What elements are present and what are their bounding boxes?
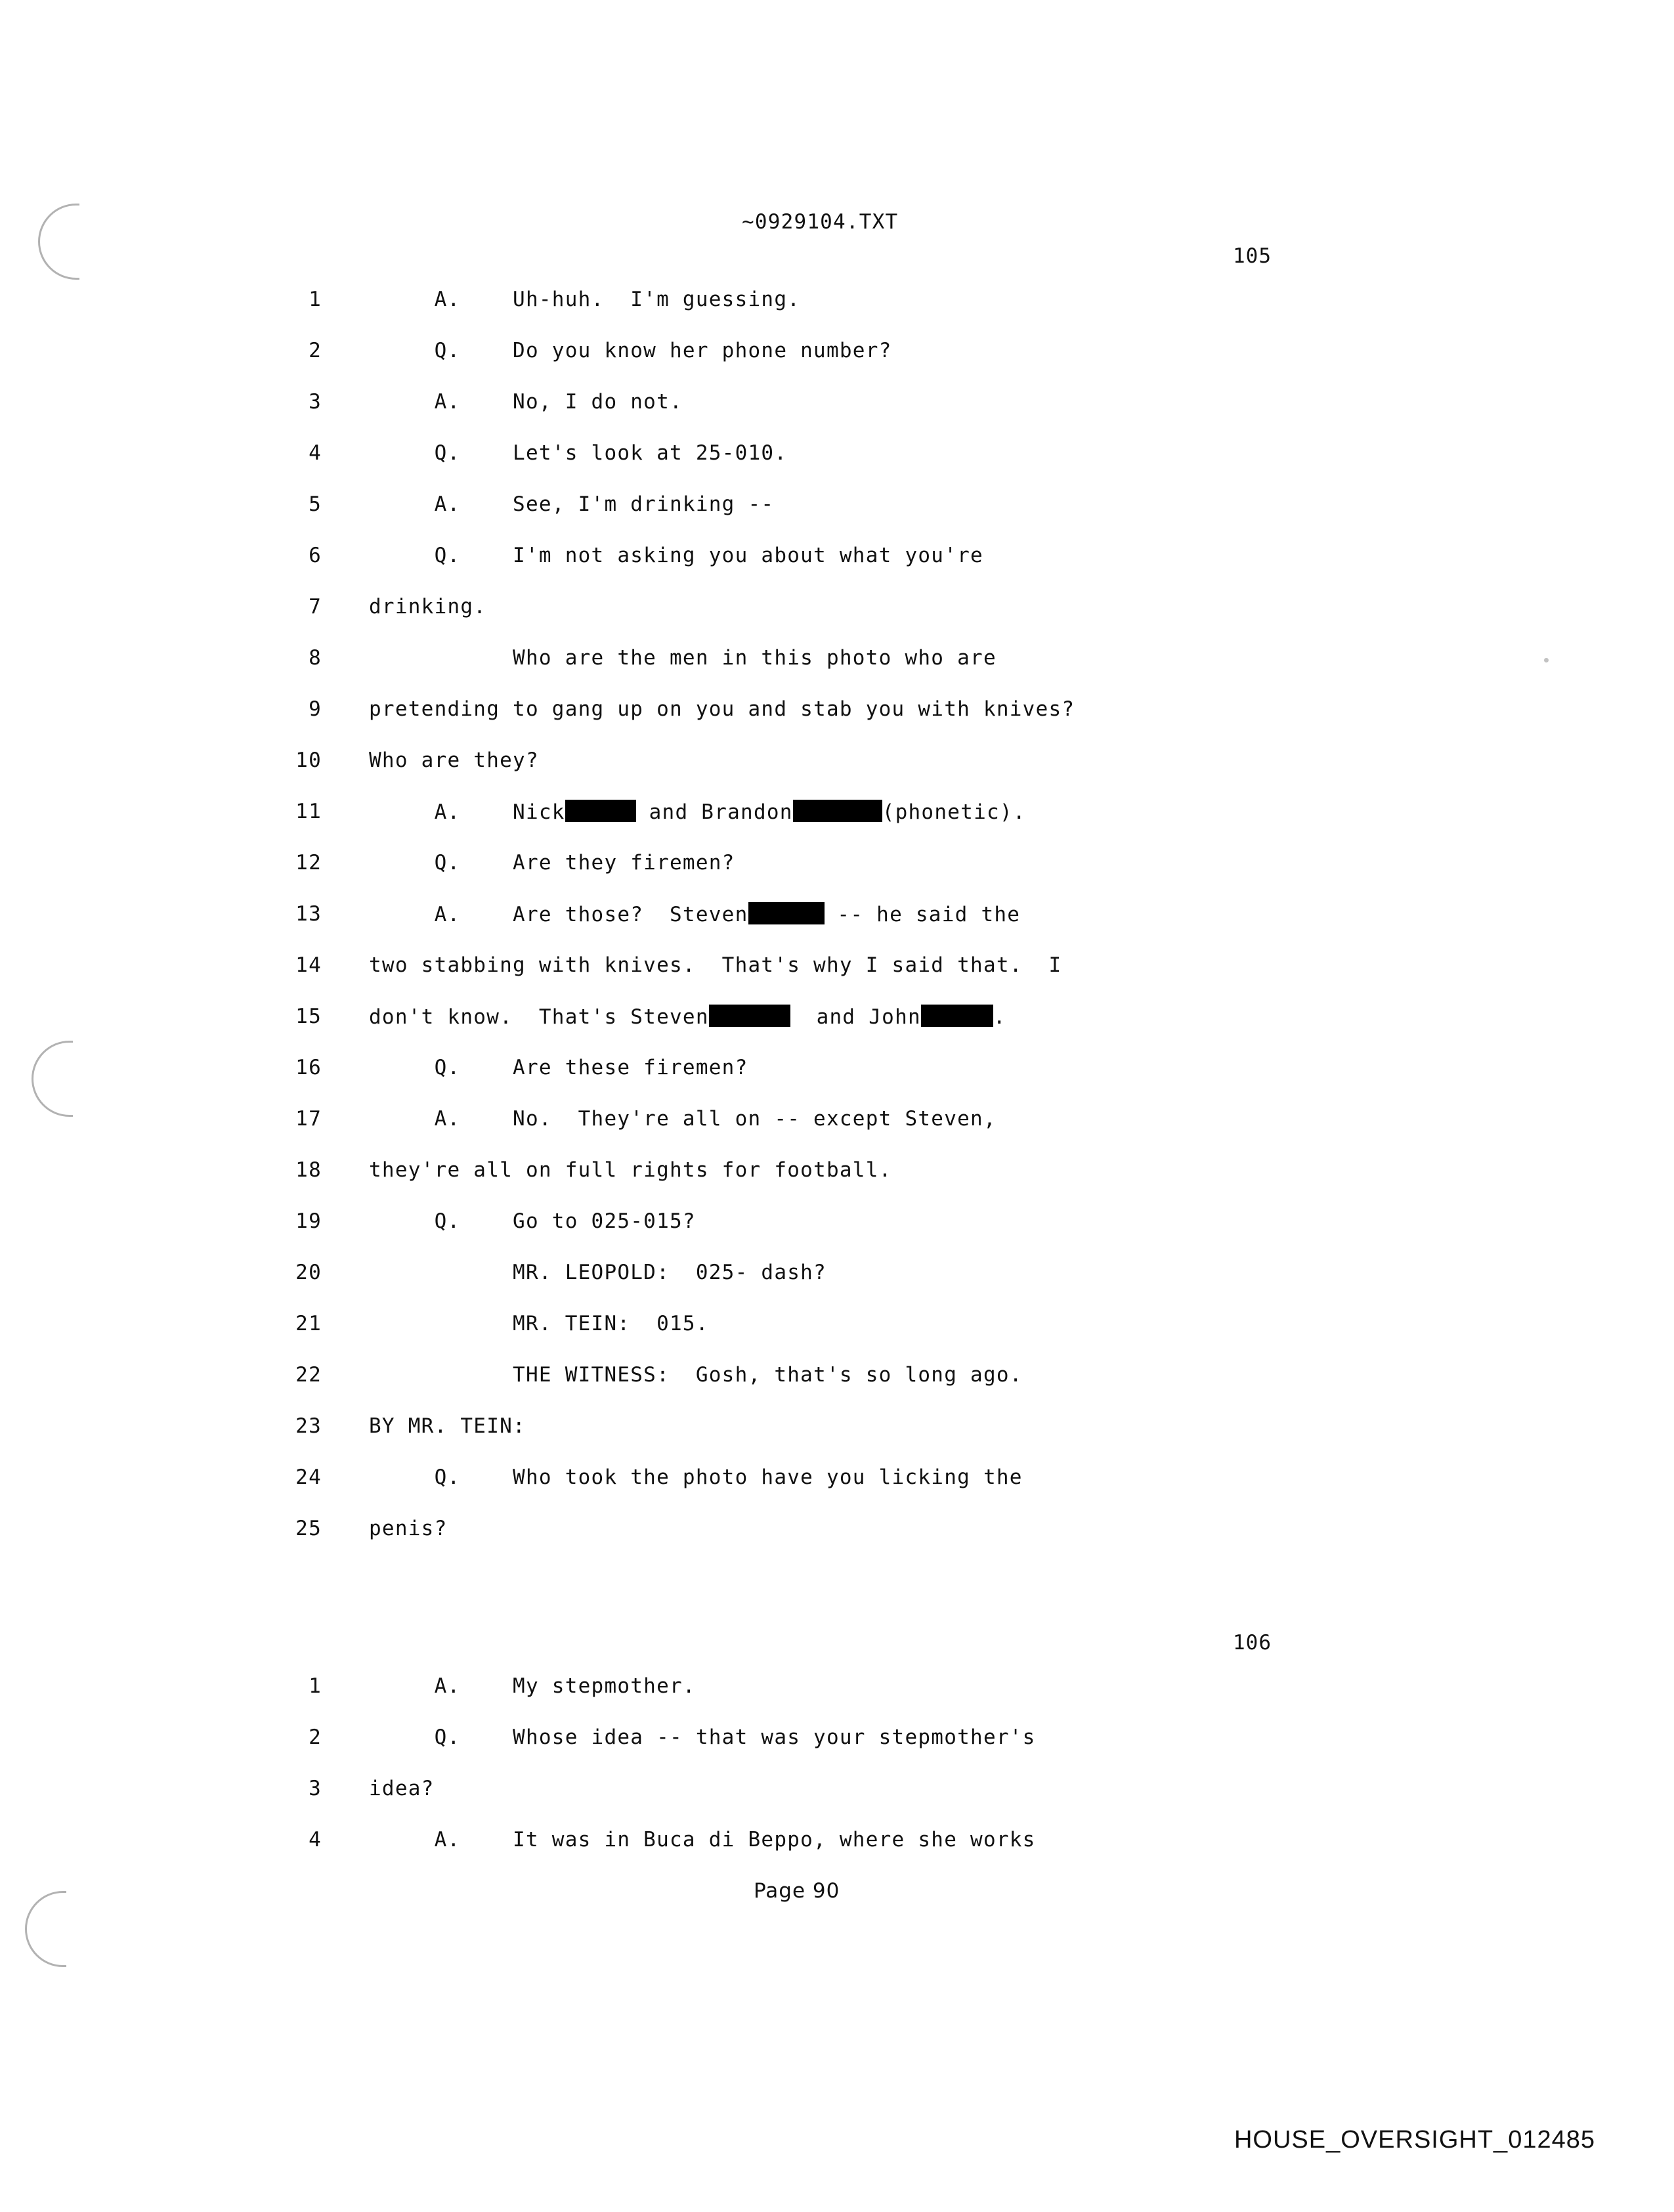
text-segment: Q. I'm not asking you about what you're	[369, 544, 983, 567]
transcript-line	[0, 1312, 1674, 1363]
transcript-line	[0, 1674, 1674, 1725]
redaction-box	[748, 902, 825, 924]
line-text	[369, 288, 800, 311]
line-number: 22	[295, 1363, 322, 1387]
text-segment: BY MR. TEIN:	[369, 1414, 526, 1438]
line-number: 1	[309, 288, 322, 311]
line-number: 14	[295, 953, 322, 977]
text-segment: -- he said the	[824, 903, 1021, 926]
line-number: 16	[295, 1056, 322, 1079]
line-text	[369, 851, 735, 875]
line-text	[369, 544, 983, 567]
line-number: 13	[295, 902, 322, 926]
line-text	[369, 1209, 696, 1233]
text-segment: penis?	[369, 1517, 448, 1540]
line-text	[369, 1725, 1036, 1749]
text-segment: and Brandon	[635, 800, 793, 824]
transcript-line	[0, 1261, 1674, 1312]
text-segment: THE WITNESS: Gosh, that's so long ago.	[369, 1363, 1023, 1387]
text-segment: Q. Do you know her phone number?	[369, 339, 892, 362]
line-text	[369, 1363, 1023, 1387]
redaction-box	[793, 800, 882, 822]
line-text	[369, 1056, 748, 1079]
line-number: 4	[309, 1828, 322, 1852]
line-text	[369, 697, 1075, 721]
line-number: 17	[295, 1107, 322, 1131]
text-segment: Q. Go to 025-015?	[369, 1209, 696, 1233]
transcript-line	[0, 1414, 1674, 1465]
transcript-line	[0, 1107, 1674, 1158]
line-number: 25	[295, 1517, 322, 1540]
transcript-line	[0, 544, 1674, 595]
transcript-line	[0, 697, 1674, 748]
text-segment: Q. Are these firemen?	[369, 1056, 748, 1079]
transcript-line	[0, 902, 1674, 953]
line-text	[369, 748, 539, 772]
line-text	[369, 1777, 435, 1800]
text-segment: they're all on full rights for football.	[369, 1158, 892, 1182]
line-number: 12	[295, 851, 322, 875]
page-footer: Page 90	[754, 1879, 840, 1903]
line-number: 21	[295, 1312, 322, 1335]
transcript-line	[0, 1777, 1674, 1828]
transcript-line	[0, 748, 1674, 800]
line-text	[369, 1674, 696, 1698]
line-number: 23	[295, 1414, 322, 1438]
line-text	[369, 339, 892, 362]
transcript-line	[0, 1465, 1674, 1517]
text-segment: Q. Let's look at 25-010.	[369, 441, 788, 465]
text-segment: idea?	[369, 1777, 435, 1800]
redaction-box	[921, 1005, 993, 1027]
transcript-line	[0, 1158, 1674, 1209]
line-text	[369, 800, 1026, 824]
line-text	[369, 1465, 1023, 1489]
line-text	[369, 1261, 826, 1284]
transcript-body-page-105	[0, 288, 1674, 1568]
text-segment: A. My stepmother.	[369, 1674, 696, 1698]
line-number: 3	[309, 390, 322, 414]
text-segment: MR. LEOPOLD: 025- dash?	[369, 1261, 826, 1284]
transcript-line	[0, 595, 1674, 646]
line-text	[369, 1517, 447, 1540]
text-segment: drinking.	[369, 595, 487, 618]
line-text	[369, 595, 486, 618]
text-segment: Who are they?	[369, 748, 539, 772]
transcript-line	[0, 646, 1674, 697]
line-number: 9	[309, 697, 322, 721]
line-text	[369, 646, 997, 670]
text-segment: A. No. They're all on -- except Steven,	[369, 1107, 997, 1131]
bates-stamp: HOUSE_OVERSIGHT_012485	[1234, 2126, 1595, 2154]
line-number: 24	[295, 1465, 322, 1489]
line-text	[369, 1312, 709, 1335]
line-text	[369, 1107, 997, 1131]
line-number: 4	[309, 441, 322, 465]
text-segment: two stabbing with knives. That's why I said that. I	[369, 953, 1062, 977]
line-number: 7	[309, 595, 322, 618]
line-text	[369, 1005, 1006, 1029]
line-number: 2	[309, 339, 322, 362]
line-number: 2	[309, 1725, 322, 1749]
text-segment: and John	[790, 1005, 921, 1029]
line-number: 20	[295, 1261, 322, 1284]
transcript-line	[0, 800, 1674, 851]
line-number: 10	[295, 748, 322, 772]
transcript-line	[0, 492, 1674, 544]
page-number-106: 106	[1233, 1631, 1272, 1655]
transcript-line	[0, 1828, 1674, 1879]
line-number: 6	[309, 544, 322, 567]
binding-arc-icon	[38, 204, 79, 280]
redaction-box	[565, 800, 636, 822]
line-number: 5	[309, 492, 322, 516]
transcript-line	[0, 1209, 1674, 1261]
text-segment: .	[993, 1005, 1006, 1029]
transcript-line	[0, 441, 1674, 492]
text-segment: A. It was in Buca di Beppo, where she works	[369, 1828, 1036, 1852]
transcript-line	[0, 1725, 1674, 1777]
transcript-line	[0, 288, 1674, 339]
line-number: 1	[309, 1674, 322, 1698]
transcript-filename-header: ~0929104.TXT	[742, 210, 899, 234]
transcript-line	[0, 1363, 1674, 1414]
transcript-line	[0, 390, 1674, 441]
line-text	[369, 953, 1062, 977]
text-segment: MR. TEIN: 015.	[369, 1312, 709, 1335]
text-segment: don't know. That's Steven	[369, 1005, 709, 1029]
transcript-line	[0, 1005, 1674, 1056]
page-number-105: 105	[1233, 244, 1272, 268]
redaction-box	[709, 1005, 790, 1027]
transcript-line	[0, 339, 1674, 390]
line-number: 19	[295, 1209, 322, 1233]
transcript-line	[0, 851, 1674, 902]
line-text	[369, 1414, 526, 1438]
transcript-line	[0, 953, 1674, 1005]
transcript-line	[0, 1517, 1674, 1568]
text-segment: (phonetic).	[882, 800, 1026, 824]
line-text	[369, 390, 683, 414]
text-segment: A. Uh-huh. I'm guessing.	[369, 288, 801, 311]
transcript-line	[0, 1056, 1674, 1107]
line-number: 11	[295, 800, 322, 823]
text-segment: A. Nick	[369, 800, 565, 824]
line-number: 3	[309, 1777, 322, 1800]
text-segment: A. Are those? Steven	[369, 903, 748, 926]
line-text	[369, 1828, 1036, 1852]
text-segment: pretending to gang up on you and stab you with knives?	[369, 697, 1075, 721]
line-number: 8	[309, 646, 322, 670]
line-text	[369, 441, 787, 465]
line-text	[369, 902, 1020, 926]
line-text	[369, 492, 774, 516]
line-number: 15	[295, 1005, 322, 1028]
text-segment: Q. Are they firemen?	[369, 851, 735, 875]
text-segment: Q. Whose idea -- that was your stepmother's	[369, 1725, 1036, 1749]
transcript-body-page-106	[0, 1674, 1674, 1879]
text-segment: A. No, I do not.	[369, 390, 683, 414]
binding-arc-icon	[25, 1891, 66, 1967]
text-segment: Who are the men in this photo who are	[369, 646, 997, 670]
text-segment: A. See, I'm drinking --	[369, 492, 775, 516]
line-number: 18	[295, 1158, 322, 1182]
text-segment: Q. Who took the photo have you licking the	[369, 1465, 1023, 1489]
line-text	[369, 1158, 892, 1182]
